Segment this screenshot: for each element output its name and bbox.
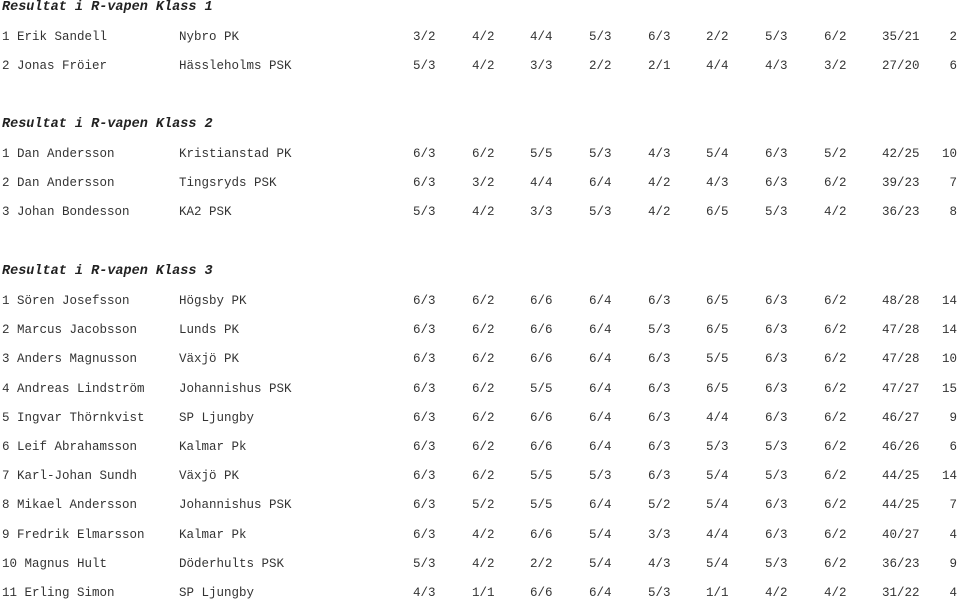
- series-score-2: 6/2: [472, 381, 495, 396]
- shooter-name: 10 Magnus Hult: [2, 556, 108, 571]
- series-score-7: 6/3: [765, 176, 788, 191]
- result-row: [0, 323, 960, 341]
- series-score-4: 6/4: [589, 323, 612, 338]
- series-score-4: 6/4: [589, 410, 612, 425]
- series-score-4: 6/4: [589, 586, 612, 600]
- series-score-2: 6/2: [472, 440, 495, 454]
- result-row: [0, 586, 960, 604]
- series-score-8: 6/2: [824, 30, 847, 44]
- series-score-3: 3/3: [530, 205, 553, 220]
- result-row: [0, 411, 960, 429]
- section-heading: Resultat i R-vapen Klass 2: [2, 117, 213, 132]
- club-name: SP Ljungby: [179, 410, 255, 425]
- series-score-2: 1/1: [472, 586, 495, 600]
- series-score-6: 5/4: [706, 469, 729, 484]
- result-row: [0, 352, 960, 370]
- shooter-name: 9 Fredrik Elmarsson: [2, 527, 145, 542]
- series-score-7: 5/3: [765, 469, 788, 484]
- series-score-5: 6/3: [648, 469, 671, 484]
- result-row: [0, 440, 960, 458]
- series-score-2: 6/2: [472, 352, 495, 367]
- x-count: 6: [949, 440, 957, 454]
- series-score-7: 4/3: [765, 59, 788, 74]
- series-score-3: 3/3: [530, 59, 553, 74]
- total-score: 36/23: [882, 205, 920, 220]
- club-name: Nybro PK: [179, 30, 240, 44]
- series-score-1: 6/3: [413, 176, 436, 191]
- series-score-8: 6/2: [824, 469, 847, 484]
- club-name: Kalmar Pk: [179, 527, 247, 542]
- shooter-name: 6 Leif Abrahamsson: [2, 440, 138, 454]
- series-score-4: 2/2: [589, 59, 612, 74]
- result-row: [0, 382, 960, 400]
- result-row: [0, 30, 960, 48]
- total-score: 39/23: [882, 176, 920, 191]
- series-score-5: 5/2: [648, 498, 671, 513]
- series-score-5: 6/3: [648, 352, 671, 367]
- shooter-name: 11 Erling Simon: [2, 586, 115, 600]
- series-score-2: 4/2: [472, 59, 495, 74]
- club-name: Kalmar Pk: [179, 440, 247, 454]
- series-score-2: 4/2: [472, 556, 495, 571]
- series-score-3: 4/4: [530, 30, 553, 44]
- section-heading: Resultat i R-vapen Klass 1: [2, 0, 213, 15]
- series-score-8: 6/2: [824, 498, 847, 513]
- series-score-6: 4/4: [706, 527, 729, 542]
- series-score-3: 4/4: [530, 176, 553, 191]
- series-score-5: 6/3: [648, 294, 671, 308]
- total-score: 47/28: [882, 352, 920, 367]
- total-score: 47/27: [882, 381, 920, 396]
- series-score-3: 5/5: [530, 147, 553, 161]
- series-score-7: 6/3: [765, 381, 788, 396]
- series-score-5: 5/3: [648, 323, 671, 338]
- series-score-1: 3/2: [413, 30, 436, 44]
- total-score: 47/28: [882, 323, 920, 338]
- series-score-7: 6/3: [765, 527, 788, 542]
- series-score-6: 6/5: [706, 294, 729, 308]
- series-score-8: 4/2: [824, 205, 847, 220]
- club-name: Johannishus PSK: [179, 498, 292, 513]
- result-row: [0, 294, 960, 312]
- x-count: 4: [949, 586, 957, 600]
- series-score-1: 6/3: [413, 527, 436, 542]
- series-score-2: 6/2: [472, 469, 495, 484]
- series-score-5: 4/3: [648, 556, 671, 571]
- x-count: 15: [941, 381, 957, 396]
- shooter-name: 8 Mikael Andersson: [2, 498, 138, 513]
- result-row: [0, 205, 960, 223]
- series-score-1: 6/3: [413, 469, 436, 484]
- series-score-8: 6/2: [824, 352, 847, 367]
- series-score-8: 6/2: [824, 294, 847, 308]
- shooter-name: 7 Karl-Johan Sundh: [2, 469, 138, 484]
- result-row: [0, 557, 960, 575]
- series-score-8: 6/2: [824, 381, 847, 396]
- series-score-2: 6/2: [472, 294, 495, 308]
- section-heading: Resultat i R-vapen Klass 3: [2, 264, 213, 279]
- shooter-name: 3 Johan Bondesson: [2, 205, 130, 220]
- x-count: 2: [949, 30, 957, 44]
- series-score-5: 6/3: [648, 410, 671, 425]
- club-name: Hässleholms PSK: [179, 59, 292, 74]
- result-row: [0, 528, 960, 546]
- series-score-2: 4/2: [472, 527, 495, 542]
- series-score-6: 4/4: [706, 59, 729, 74]
- club-name: Växjö PK: [179, 469, 240, 484]
- series-score-3: 6/6: [530, 440, 553, 454]
- result-row: [0, 176, 960, 194]
- series-score-8: 6/2: [824, 556, 847, 571]
- series-score-2: 4/2: [472, 30, 495, 44]
- series-score-7: 5/3: [765, 556, 788, 571]
- total-score: 46/27: [882, 410, 920, 425]
- series-score-5: 4/3: [648, 147, 671, 161]
- series-score-2: 6/2: [472, 323, 495, 338]
- total-score: 31/22: [882, 586, 920, 600]
- series-score-4: 5/4: [589, 556, 612, 571]
- series-score-4: 5/3: [589, 469, 612, 484]
- series-score-4: 6/4: [589, 352, 612, 367]
- series-score-3: 5/5: [530, 498, 553, 513]
- club-name: SP Ljungby: [179, 586, 255, 600]
- result-row: [0, 147, 960, 165]
- total-score: 44/25: [882, 498, 920, 513]
- club-name: KA2 PSK: [179, 205, 232, 220]
- series-score-7: 5/3: [765, 205, 788, 220]
- club-name: Högsby PK: [179, 294, 247, 308]
- shooter-name: 1 Dan Andersson: [2, 147, 115, 161]
- series-score-3: 5/5: [530, 381, 553, 396]
- series-score-4: 6/4: [589, 176, 612, 191]
- series-score-3: 6/6: [530, 294, 553, 308]
- result-row: [0, 498, 960, 516]
- series-score-7: 5/3: [765, 30, 788, 44]
- x-count: 10: [941, 352, 957, 367]
- series-score-6: 5/4: [706, 556, 729, 571]
- shooter-name: 2 Marcus Jacobsson: [2, 323, 138, 338]
- shooter-name: 2 Dan Andersson: [2, 176, 115, 191]
- series-score-6: 1/1: [706, 586, 729, 600]
- result-row: [0, 469, 960, 487]
- club-name: Johannishus PSK: [179, 381, 292, 396]
- series-score-4: 6/4: [589, 498, 612, 513]
- series-score-2: 6/2: [472, 147, 495, 161]
- x-count: 14: [941, 323, 957, 338]
- series-score-6: 4/3: [706, 176, 729, 191]
- series-score-1: 4/3: [413, 586, 436, 600]
- series-score-6: 6/5: [706, 205, 729, 220]
- series-score-7: 6/3: [765, 294, 788, 308]
- series-score-5: 3/3: [648, 527, 671, 542]
- series-score-3: 5/5: [530, 469, 553, 484]
- series-score-4: 5/4: [589, 527, 612, 542]
- series-score-3: 6/6: [530, 527, 553, 542]
- x-count: 6: [949, 59, 957, 74]
- shooter-name: 4 Andreas Lindström: [2, 381, 145, 396]
- series-score-3: 6/6: [530, 586, 553, 600]
- series-score-7: 6/3: [765, 323, 788, 338]
- series-score-7: 4/2: [765, 586, 788, 600]
- series-score-1: 5/3: [413, 556, 436, 571]
- x-count: 8: [949, 205, 957, 220]
- total-score: 48/28: [882, 294, 920, 308]
- series-score-5: 6/3: [648, 440, 671, 454]
- result-row: [0, 59, 960, 77]
- x-count: 4: [949, 527, 957, 542]
- series-score-8: 6/2: [824, 440, 847, 454]
- series-score-5: 4/2: [648, 176, 671, 191]
- series-score-8: 6/2: [824, 176, 847, 191]
- series-score-7: 6/3: [765, 352, 788, 367]
- series-score-4: 5/3: [589, 205, 612, 220]
- shooter-name: 5 Ingvar Thörnkvist: [2, 410, 145, 425]
- series-score-6: 5/4: [706, 498, 729, 513]
- shooter-name: 3 Anders Magnusson: [2, 352, 138, 367]
- series-score-1: 5/3: [413, 205, 436, 220]
- series-score-3: 6/6: [530, 323, 553, 338]
- series-score-7: 6/3: [765, 410, 788, 425]
- x-count: 14: [941, 469, 957, 484]
- total-score: 46/26: [882, 440, 920, 454]
- shooter-name: 2 Jonas Fröier: [2, 59, 108, 74]
- x-count: 9: [949, 410, 957, 425]
- series-score-4: 6/4: [589, 294, 612, 308]
- series-score-1: 6/3: [413, 147, 436, 161]
- club-name: Kristianstad PK: [179, 147, 292, 161]
- series-score-8: 5/2: [824, 147, 847, 161]
- series-score-8: 3/2: [824, 59, 847, 74]
- series-score-8: 4/2: [824, 586, 847, 600]
- series-score-8: 6/2: [824, 410, 847, 425]
- series-score-5: 6/3: [648, 30, 671, 44]
- series-score-4: 5/3: [589, 147, 612, 161]
- x-count: 7: [949, 176, 957, 191]
- club-name: Döderhults PSK: [179, 556, 285, 571]
- total-score: 42/25: [882, 147, 920, 161]
- series-score-4: 6/4: [589, 381, 612, 396]
- series-score-1: 6/3: [413, 352, 436, 367]
- x-count: 7: [949, 498, 957, 513]
- total-score: 27/20: [882, 59, 920, 74]
- total-score: 35/21: [882, 30, 920, 44]
- series-score-4: 5/3: [589, 30, 612, 44]
- series-score-2: 5/2: [472, 498, 495, 513]
- club-name: Lunds PK: [179, 323, 240, 338]
- series-score-5: 5/3: [648, 586, 671, 600]
- series-score-6: 4/4: [706, 410, 729, 425]
- series-score-1: 6/3: [413, 410, 436, 425]
- series-score-1: 6/3: [413, 440, 436, 454]
- total-score: 36/23: [882, 556, 920, 571]
- series-score-7: 6/3: [765, 498, 788, 513]
- series-score-7: 6/3: [765, 147, 788, 161]
- shooter-name: 1 Sören Josefsson: [2, 294, 130, 308]
- series-score-6: 5/4: [706, 147, 729, 161]
- x-count: 10: [941, 147, 957, 161]
- series-score-3: 2/2: [530, 556, 553, 571]
- series-score-2: 4/2: [472, 205, 495, 220]
- series-score-5: 4/2: [648, 205, 671, 220]
- series-score-1: 5/3: [413, 59, 436, 74]
- series-score-6: 2/2: [706, 30, 729, 44]
- series-score-2: 3/2: [472, 176, 495, 191]
- series-score-2: 6/2: [472, 410, 495, 425]
- series-score-8: 6/2: [824, 527, 847, 542]
- series-score-3: 6/6: [530, 352, 553, 367]
- series-score-1: 6/3: [413, 294, 436, 308]
- club-name: Tingsryds PSK: [179, 176, 277, 191]
- shooter-name: 1 Erik Sandell: [2, 30, 108, 44]
- series-score-4: 6/4: [589, 440, 612, 454]
- total-score: 44/25: [882, 469, 920, 484]
- series-score-6: 6/5: [706, 381, 729, 396]
- club-name: Växjö PK: [179, 352, 240, 367]
- series-score-6: 5/3: [706, 440, 729, 454]
- series-score-1: 6/3: [413, 323, 436, 338]
- series-score-8: 6/2: [824, 323, 847, 338]
- total-score: 40/27: [882, 527, 920, 542]
- series-score-1: 6/3: [413, 498, 436, 513]
- series-score-5: 2/1: [648, 59, 671, 74]
- series-score-5: 6/3: [648, 381, 671, 396]
- series-score-6: 6/5: [706, 323, 729, 338]
- series-score-3: 6/6: [530, 410, 553, 425]
- x-count: 14: [941, 294, 957, 308]
- x-count: 9: [949, 556, 957, 571]
- series-score-1: 6/3: [413, 381, 436, 396]
- series-score-7: 5/3: [765, 440, 788, 454]
- series-score-6: 5/5: [706, 352, 729, 367]
